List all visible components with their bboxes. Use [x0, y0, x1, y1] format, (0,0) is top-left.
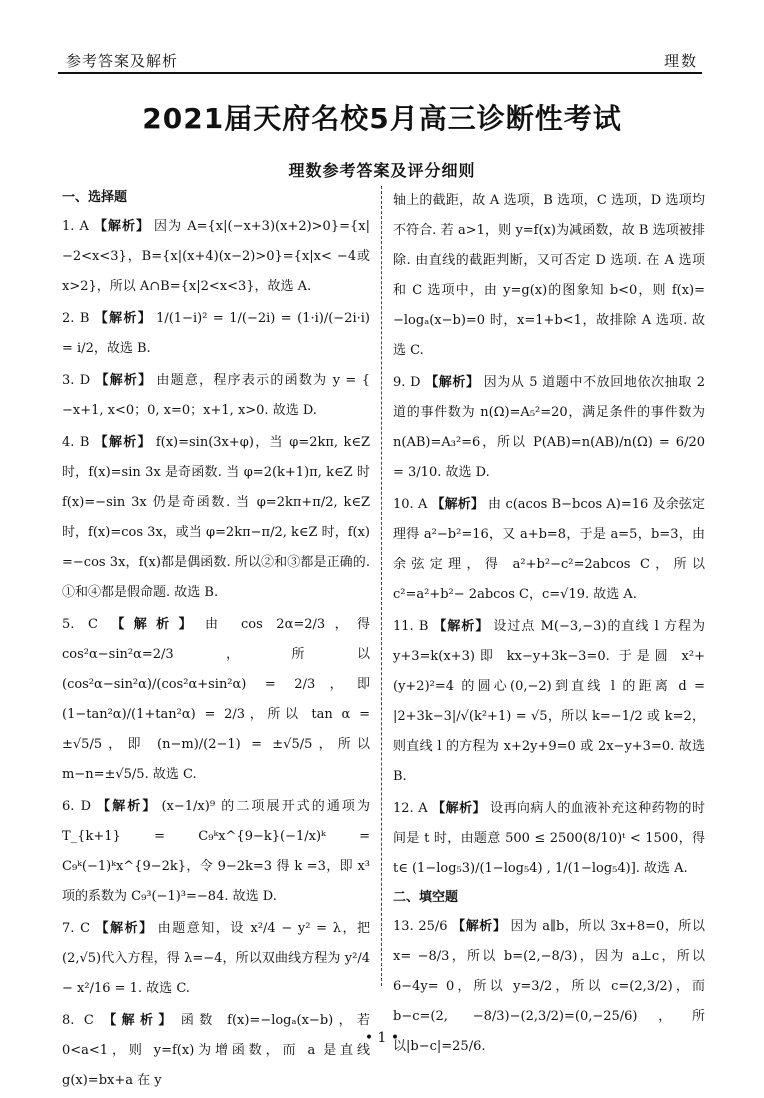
analysis-tag: 【解析】: [95, 799, 158, 814]
answer-text: 1/(1−i)² = 1/(−2i) = (1·i)/(−2i·i) = i/2，故选 B.: [62, 311, 370, 356]
analysis-tag: 【解析】: [93, 311, 153, 326]
analysis-tag: 【解析】: [424, 375, 480, 390]
answer-text: f(x)=sin(3x+φ)，当 φ=2kπ, k∈Z 时，f(x)=sin 3x 是奇函数. 当 φ=2(k+1)π, k∈Z 时 f(x)=−sin 3x 仍是奇函数. 当 φ=2kπ+π/2, k∈Z 时，f(x)=cos 3x，或当 φ=2kπ−π/2, k∈Z 时，f(x) =−cos 3x，f(x)都是偶函数. 所以②和③都是正确的. ①和④都是假命题. 故选 B.: [62, 435, 370, 600]
page-header: [58, 30, 702, 74]
section-heading-fill: 二、填空题: [393, 890, 459, 905]
answer-number: 3. D: [62, 373, 91, 388]
column-divider: [381, 186, 382, 986]
answer-number: 7. C: [62, 921, 91, 936]
analysis-tag: 【解析】: [94, 921, 154, 936]
answer-item: [393, 612, 705, 792]
answer-item: [393, 490, 705, 610]
answer-item: [393, 368, 705, 488]
answer-item: [62, 792, 370, 912]
answer-item: [62, 366, 370, 426]
page-subtitle: 理数参考答案及评分细则: [288, 161, 476, 180]
analysis-tag: 【解析】: [432, 619, 490, 634]
answer-number: 5. C: [62, 617, 98, 632]
analysis-tag: 【解析】: [97, 1013, 177, 1028]
answer-number: 11. B: [393, 619, 429, 634]
page-title: 2021届天府名校5月高三诊断性考试: [142, 102, 622, 135]
answer-text: 因为 a∥b，所以 3x+8=0，所以 x= −8/3，所以 b=(2,−8/3)，因为 a⊥c，所以 6−4y= 0，所以 y=3/2，所以 c=(2,3/2)，而 b−c=(2, −8/3)−(2,3/2)=(0,−25/6)，所以|b−c|=25/6.: [393, 919, 705, 1054]
analysis-tag: 【解析】: [92, 219, 151, 234]
analysis-tag: 【解析】: [93, 435, 152, 450]
analysis-tag: 【解析】: [431, 801, 486, 816]
header-left-label: 参考答案及解析: [66, 52, 179, 70]
answer-text: 由 c(acos B−bcos A)=16 及余弦定理得 a²−b²=16，又 a+b=8，于是 a=5，b=3，由余弦定理，得 a²+b²−c²=2abcos C，所以 c²=a²+b²− 2abcos C，c=√19. 故选 A.: [393, 497, 705, 602]
answer-text: 函数 f(x)=−logₐ(x−b)，若 0<a<1，则 y=f(x)为增函数，而 a 是直线 g(x)=bx+a 在 y: [62, 1013, 370, 1088]
answer-number: 12. A: [393, 801, 428, 816]
answer-text: (x−1/x)⁹ 的二项展开式的通项为 T_{k+1} = C₉ᵏx^{9−k}(−1/x)ᵏ = C₉ᵏ(−1)ᵏx^{9−2k}，令 9−2k=3 得 k =3，即 x³ 项的系数为 C₉³(−1)³=−84. 故选 D.: [62, 799, 370, 904]
analysis-tag: 【解析】: [101, 617, 201, 632]
answer-number: 2. B: [62, 311, 90, 326]
section-heading-choice: 一、选择题: [62, 190, 128, 205]
left-column: [62, 186, 370, 1098]
header-divider: [58, 72, 702, 74]
answer-number: 10. A: [393, 497, 428, 512]
answer-item: [62, 1006, 370, 1096]
analysis-tag: 【解析】: [451, 919, 507, 934]
right-column: [393, 186, 705, 1064]
answer-item: [393, 794, 705, 884]
answer-number: 4. B: [62, 435, 90, 450]
answer-number: 9. D: [393, 375, 421, 390]
analysis-tag: 【解析】: [94, 373, 153, 388]
answer-item: [62, 914, 370, 1004]
answer-item: [393, 186, 705, 366]
answer-text: 轴上的截距，故 A 选项，B 选项，C 选项，D 选项均不符合. 若 a>1，则 y=f(x)为减函数，故 B 选项被排除. 由直线的截距判断，又可否定 D 选项. 在 A 选项和 C 选项中，由 y=g(x)的图象知 b<0，则 f(x)= −logₐ(x−b)=0 时，x=1+b<1，故排除 A 选项. 故选 C.: [393, 193, 705, 358]
answer-item: [62, 212, 370, 302]
header-right-label: 理数: [663, 52, 698, 70]
analysis-tag: 【解析】: [431, 497, 485, 512]
answer-item: [62, 428, 370, 608]
answer-item: [62, 304, 370, 364]
answer-number: 6. D: [62, 799, 92, 814]
answer-item: [62, 610, 370, 790]
answer-text: 因为从 5 道题中不放回地依次抽取 2 道的事件数为 n(Ω)=A₅²=20，满足条件的事件数为 n(AB)=A₃²=6，所以 P(AB)=n(AB)/n(Ω) = 6/20 = 3/10. 故选 D.: [393, 375, 705, 480]
page-number: • 1 •: [364, 1030, 400, 1046]
answer-text: 由题意，程序表示的函数为 y = { −x+1, x<0；0, x=0；x+1, x>0. 故选 D.: [62, 373, 370, 418]
answer-text: 设再向病人的血液补充这种药物的时间是 t 时，由题意 500 ≤ 2500(8/10)ᵗ < 1500，得 t∈ (1−log₅3)/(1−log₅4) , 1/(1−log₅4)]. 故选 A.: [393, 801, 705, 876]
answer-text: 由 cos 2α=2/3，得 cos²α−sin²α=2/3，所以 (cos²α−sin²α)/(cos²α+sin²α) = 2/3，即 (1−tan²α)/(1+tan²α) = 2/3，所以 tan α = ±√5/5，即 (n−m)/(2−1) = ±√5/5，所以 m−n=±√5/5. 故选 C.: [62, 617, 370, 782]
answer-number: 1. A: [62, 219, 89, 234]
answer-text: 由题意知，设 x²/4 − y² = λ，把(2,√5)代入方程，得 λ=−4，所以双曲线方程为 y²/4 − x²/16 = 1. 故选 C.: [62, 921, 370, 996]
answer-text: 设过点 M(−3,−3)的直线 l 方程为 y+3=k(x+3)即 kx−y+3k−3=0. 于是圆 x²+(y+2)²=4 的圆心(0,−2)到直线 l 的距离 d = |2+3k−3|/√(k²+1) = √5，所以 k=−1/2 或 k=2，则直线 l 的方程为 x+2y+9=0 或 2x−y+3=0. 故选 B.: [393, 619, 705, 784]
answer-text: 因为 A={x|(−x+3)(x+2)>0}={x| −2<x<3}，B={x|(x+4)(x−2)>0}={x|x< −4或 x>2}，所以 A∩B={x|2<x<3}，故选 A.: [62, 219, 370, 294]
answer-number: 13. 25/6: [393, 919, 448, 934]
answer-number: 8. C: [62, 1013, 94, 1028]
